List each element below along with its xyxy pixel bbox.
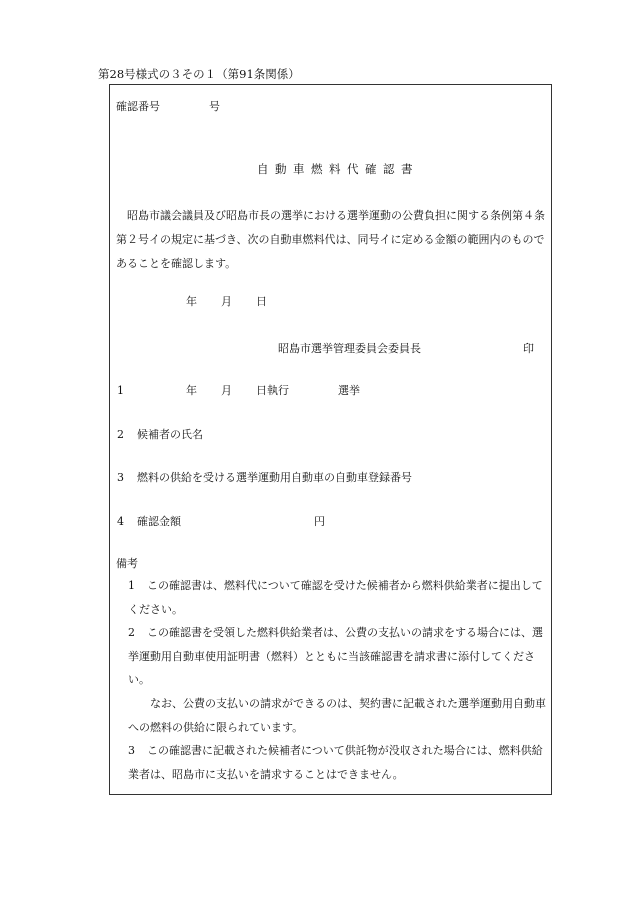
item-4-unit: 円: [314, 515, 325, 528]
item-4-number: 4: [117, 515, 124, 528]
confirmation-number-label: 確認番号: [116, 100, 160, 113]
item-1-election-label: 選挙: [338, 384, 360, 397]
note-3-number: 3: [128, 744, 135, 757]
date-day-label: 日: [256, 295, 267, 308]
item-1-month-label: 月: [221, 384, 232, 397]
note-1-number: 1: [128, 579, 135, 592]
issuer-name: 昭島市選挙管理委員会委員長: [278, 342, 421, 355]
item-4-label: 確認金額: [137, 515, 181, 528]
date-year-label: 年: [186, 295, 197, 308]
document-title: 自動車燃料代確認書: [257, 162, 419, 176]
note-2: [128, 621, 550, 692]
item-1-day-executed-label: 日執行: [256, 384, 289, 397]
item-2-label: 候補者の氏名: [137, 428, 203, 441]
note-1-text: この確認書は、燃料代について確認を受けた候補者から燃料供給業者に提出してください。: [128, 579, 543, 616]
note-2-supplement: なお、公費の支払いの請求ができるのは、契約書に記載された選挙運動用自動車への燃料の供給に限られています。: [128, 697, 546, 734]
item-2-number: 2: [117, 428, 124, 441]
form-number: 第28号様式の３その１（第91条関係）: [98, 67, 300, 81]
item-3-label: 燃料の供給を受ける選挙運動用自動車の自動車登録番号: [137, 471, 412, 484]
note-2-text: この確認書を受領した燃料供給業者は、公費の支払いの請求をする場合には、選挙運動用自動車使用証明書（燃料）とともに当該確認書を請求書に添付してください。: [128, 626, 543, 686]
notes-heading: 備考: [116, 557, 138, 570]
item-3-number: 3: [117, 471, 124, 484]
issuer-seal: 印: [523, 342, 534, 355]
item-1-year-label: 年: [186, 384, 197, 397]
body-text: 昭島市議会議員及び昭島市長の選挙における選挙運動の公費負担に関する条例第４条第２号イの規定に基づき、次の自動車燃料代は、同号イに定める金額の範囲内のものであることを確認します。: [116, 209, 545, 270]
note-3: [128, 739, 550, 786]
note-1: [128, 574, 550, 621]
note-2-number: 2: [128, 626, 135, 639]
note-3-text: この確認書に記載された候補者について供託物が没収された場合には、燃料供給業者は、昭島市に支払いを請求することはできません。: [128, 744, 543, 781]
date-month-label: 月: [221, 295, 232, 308]
confirmation-number-suffix: 号: [209, 100, 220, 113]
item-1-number: 1: [117, 384, 124, 397]
